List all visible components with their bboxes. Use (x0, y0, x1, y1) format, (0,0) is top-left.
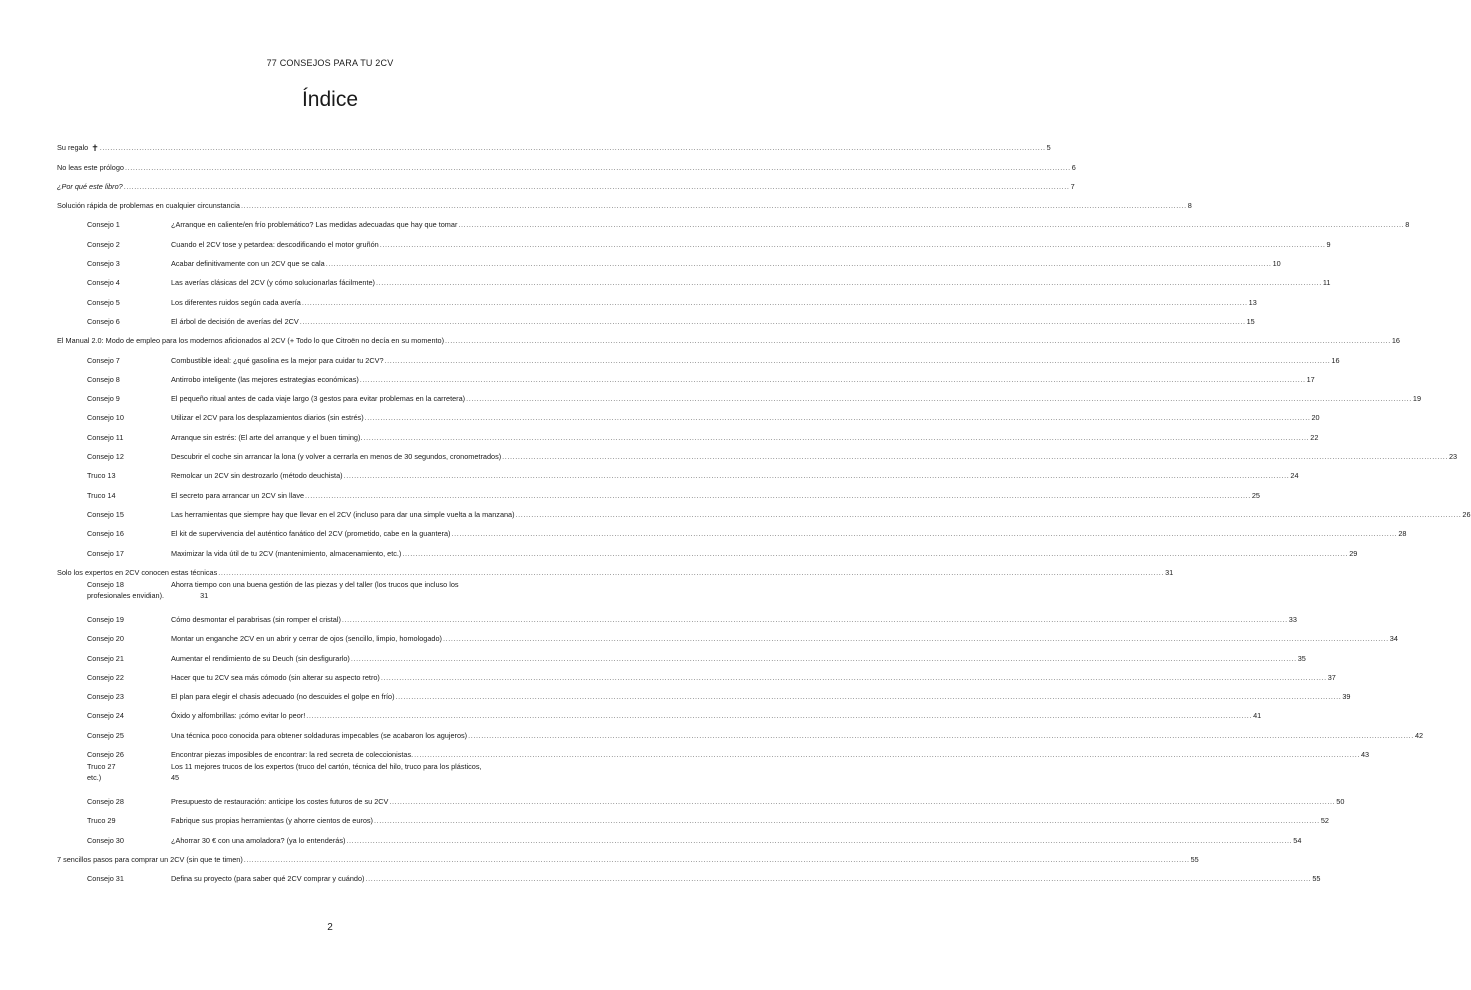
toc-entry-title: Defina su proyecto (para saber qué 2CV comprar y cuándo) (171, 874, 365, 884)
cross-icon: ✝ (91, 143, 99, 154)
toc-entry-title: El pequeño ritual antes de cada viaje largo (3 gestos para evitar problemas en la carretera) (171, 394, 466, 404)
toc-entry-page: 5 (1046, 143, 1051, 153)
dot-leader (365, 874, 1311, 883)
toc-entry-label: Consejo 16 (87, 529, 124, 539)
toc-entry-title: Los diferentes ruidos según cada avería (171, 297, 301, 307)
toc-entry-title: Arranque sin estrés: (El arte del arranque y el buen timing). (171, 432, 363, 442)
toc-entry-title: Encontrar piezas imposibles de encontrar: la red secreta de coleccionistas. (171, 750, 414, 759)
dot-leader (502, 452, 1448, 461)
dot-leader (389, 797, 1335, 806)
toc-entry-page: 6 (1071, 162, 1076, 172)
toc-entry-title: Combustible ideal: ¿qué gasolina es la mejor para cuidar tu 2CV? (171, 355, 384, 365)
toc-entry[interactable] (57, 133, 1051, 154)
dot-leader (244, 855, 1190, 864)
toc-entry-title: Antirrobo inteligente (las mejores estrategias económicas) (171, 374, 359, 384)
toc-entry-page: 42 (1414, 730, 1424, 740)
toc-entry[interactable] (57, 500, 1471, 519)
dot-leader (516, 510, 1462, 519)
toc-entry[interactable] (57, 461, 1299, 481)
dot-leader (342, 615, 1288, 624)
dot-leader (360, 375, 1306, 384)
dot-leader (402, 549, 1348, 558)
toc-entry[interactable] (57, 307, 1255, 326)
dot-leader (443, 634, 1389, 643)
toc-entry-page: 31 (1165, 567, 1174, 577)
toc-entry[interactable] (57, 845, 1199, 864)
dot-leader (344, 471, 1290, 480)
toc-entry-page: 23 (1449, 452, 1458, 462)
toc-entry-page: 41 (1253, 711, 1262, 721)
toc-entry-page: 15 (1246, 316, 1255, 326)
toc-entry-page: 8 (1187, 201, 1192, 211)
toc-entry[interactable] (57, 210, 1410, 230)
dot-leader (100, 143, 1046, 152)
toc-entry-label: Consejo 23 (87, 692, 124, 702)
toc-entry-title: Utilizar el 2CV para los desplazamientos diarios (sin estrés) (171, 413, 364, 423)
toc-entry[interactable] (57, 538, 1358, 558)
toc-entry[interactable] (57, 403, 1320, 423)
toc-entry[interactable] (57, 442, 1458, 462)
toc-entry-title: ¿Ahorrar 30 € con una amoladora? (ya lo entenderás) (171, 835, 346, 845)
toc-entry-page: 24 (1290, 471, 1299, 481)
dot-leader (302, 298, 1248, 307)
toc-entry-label-cont: etc.) (87, 773, 102, 782)
dot-leader (305, 491, 1251, 500)
dot-leader (376, 278, 1322, 287)
toc-entry-title: Solución rápida de problemas en cualquier circunstancia (57, 201, 240, 211)
dot-leader (380, 240, 1326, 249)
toc-entry-page: 55 (1312, 874, 1321, 884)
dot-leader (124, 182, 1070, 191)
toc-entry-label: Consejo 12 (87, 452, 124, 462)
toc-entry-page: 37 (1327, 672, 1336, 682)
page-title: Índice (301, 88, 359, 111)
toc-entry-label: Consejo 3 (87, 259, 120, 269)
toc-entry[interactable] (57, 663, 1336, 682)
toc-entry-label: Consejo 5 (87, 297, 120, 307)
dot-leader (300, 317, 1246, 326)
toc-entry-label: Consejo 7 (87, 355, 120, 365)
table-of-contents (57, 133, 1471, 884)
toc-entry[interactable] (57, 720, 1424, 740)
toc-entry-label: Consejo 28 (87, 797, 124, 807)
toc-entry[interactable] (57, 365, 1315, 384)
toc-entry-page: 50 (1336, 797, 1345, 807)
toc-entry-label: Consejo 21 (87, 653, 124, 663)
toc-entry-page: 52 (1320, 816, 1329, 826)
toc-entry-page: 7 (1070, 181, 1075, 191)
toc-entry[interactable] (57, 864, 1321, 884)
toc-entry-title: El Manual 2.0: Modo de empleo para los modernos aficionados al 2CV (+ Todo lo que Citroën no decía en su momento) (57, 336, 445, 346)
toc-entry-label: Truco 13 (87, 471, 116, 481)
toc-entry-title: Acabar definitivamente con un 2CV que se cala (171, 259, 325, 269)
toc-entry-label: Consejo 9 (87, 394, 120, 404)
toc-entry-label: Consejo 18 (87, 579, 124, 589)
toc-entry-label: Consejo 24 (87, 711, 124, 721)
toc-entry[interactable] (57, 172, 1075, 191)
toc-entry-title: El kit de supervivencia del auténtico fanático del 2CV (prometido, cabe en la guantera) (171, 529, 451, 539)
toc-entry[interactable] (57, 624, 1398, 644)
toc-entry-title: Ahorra tiempo con una buena gestión de las piezas y del taller (los trucos que incluso los (171, 579, 459, 589)
toc-entry-label: Consejo 10 (87, 413, 124, 423)
dot-leader (218, 568, 1164, 577)
toc-entry[interactable] (57, 326, 1400, 346)
toc-entry[interactable] (57, 759, 590, 787)
toc-entry-label: Consejo 15 (87, 509, 124, 519)
dot-leader (451, 529, 1397, 538)
toc-entry-title: Óxido y alfombrillas: ¡cómo evitar lo peor! (171, 711, 306, 721)
dot-leader (374, 816, 1320, 825)
toc-entry-label: Truco 27 (87, 762, 116, 771)
toc-entry-title: El secreto para arrancar un 2CV sin llave (171, 490, 305, 500)
toc-entry-title: Cuando el 2CV tose y petardea: descodificando el motor gruñón (171, 239, 379, 249)
toc-entry-title: Las herramientas que siempre hay que llevar en el 2CV (incluso para dar una simple vuelta a la manzana) (171, 509, 515, 519)
toc-entry-title: Hacer que tu 2CV sea más cómodo (sin alterar su aspecto retro) (171, 672, 380, 682)
toc-entry[interactable] (57, 605, 1297, 624)
toc-entry-label: Consejo 20 (87, 634, 124, 644)
toc-entry-label: Consejo 11 (87, 432, 124, 442)
toc-entry-title: Cómo desmontar el parabrisas (sin romper el cristal) (171, 614, 341, 624)
toc-entry-page: 55 (1190, 854, 1199, 864)
toc-entry-title: El plan para elegir el chasis adecuado (no descuides el golpe en frío) (171, 692, 395, 702)
toc-entry-page: 11 (1322, 278, 1331, 288)
toc-entry-title: ¿Por qué este libro? (57, 181, 123, 191)
toc-entry-page: 25 (1251, 490, 1260, 500)
toc-entry-title: ¿Arranque en caliente/en frío problemático? Las medidas adecuadas que hay que tomar (171, 220, 458, 230)
toc-entry-label: Consejo 17 (87, 548, 124, 558)
toc-entry-title: Montar un enganche 2CV en un abrir y cerrar de ojos (sencillo, limpio, homologado) (171, 634, 442, 644)
toc-entry[interactable] (57, 682, 1351, 702)
toc-entry[interactable] (57, 558, 1174, 577)
dot-leader (468, 731, 1414, 740)
toc-entry[interactable] (57, 268, 1331, 288)
toc-entry-page: 26 (1462, 509, 1471, 519)
toc-entry-title: Su regalo (57, 143, 89, 153)
toc-entry-label: Consejo 25 (87, 730, 124, 740)
toc-entry-page: 31 (200, 590, 209, 600)
page-number: 2 (327, 922, 333, 933)
toc-entry-page: 20 (1311, 413, 1320, 423)
dot-leader (414, 750, 1360, 759)
toc-entry-page: 16 (1331, 355, 1340, 365)
toc-entry-title: Descubrir el coche sin arrancar la lona (y volver a cerrarla en menos de 30 segundos, cronometrados) (171, 452, 502, 462)
toc-entry-label: Consejo 19 (87, 614, 124, 624)
toc-entry[interactable] (57, 287, 1257, 307)
toc-entry-label: Consejo 30 (87, 835, 124, 845)
toc-entry-page: 35 (1297, 653, 1306, 663)
toc-entry[interactable] (57, 806, 1329, 826)
toc-entry[interactable] (57, 152, 1076, 172)
toc-entry[interactable] (57, 643, 1306, 663)
toc-entry-label: Consejo 26 (87, 750, 124, 759)
toc-entry[interactable] (57, 249, 1281, 269)
toc-entry-label: Consejo 2 (87, 239, 120, 249)
toc-entry-title: Aumentar el rendimiento de su Deuch (sin desfigurarlo) (171, 653, 350, 663)
toc-entry-page: 9 (1326, 239, 1331, 249)
dot-leader (466, 394, 1412, 403)
dot-leader (396, 692, 1342, 701)
toc-entry-label: Truco 14 (87, 490, 116, 500)
toc-entry-page: 13 (1248, 297, 1257, 307)
toc-entry-page: 34 (1389, 634, 1398, 644)
toc-entry-label: Truco 29 (87, 816, 116, 826)
dot-leader (363, 433, 1309, 442)
toc-entry[interactable] (57, 825, 1302, 845)
toc-entry-title-cont: profesionales envidian). (87, 590, 165, 600)
dot-leader (306, 711, 1252, 720)
toc-entry-title: Los 11 mejores trucos de los expertos (truco del cartón, técnica del hilo, truco para los plásticos, (171, 762, 482, 771)
toc-entry-title: Las averías clásicas del 2CV (y cómo solucionarlas fácilmente) (171, 278, 375, 288)
toc-entry[interactable] (57, 422, 1319, 442)
toc-entry-page: 39 (1342, 692, 1351, 702)
toc-entry[interactable] (57, 345, 1340, 365)
toc-entry-label: Consejo 4 (87, 278, 120, 288)
toc-entry-page: 10 (1272, 259, 1281, 269)
toc-entry-title: 7 sencillos pasos para comprar un 2CV (sin que te timen) (57, 854, 243, 864)
toc-entry[interactable] (57, 519, 1407, 539)
toc-entry-page: 54 (1293, 835, 1302, 845)
toc-entry-title: Una técnica poco conocida para obtener soldaduras impecables (se acabaron los agujeros) (171, 730, 468, 740)
toc-entry[interactable] (57, 384, 1422, 404)
dot-leader (365, 413, 1311, 422)
toc-entry-title: No leas este prólogo (57, 162, 124, 172)
toc-entry[interactable] (57, 480, 1260, 500)
toc-entry-page: 16 (1391, 336, 1400, 346)
toc-entry-page: 22 (1310, 432, 1319, 442)
toc-entry[interactable] (57, 787, 1345, 807)
toc-entry-label: Consejo 1 (87, 220, 120, 230)
toc-entry-page: 17 (1306, 374, 1315, 384)
toc-entry-page: 43 (1360, 750, 1370, 759)
toc-entry-title: Remolcar un 2CV sin destrozarlo (método deuchista) (171, 471, 343, 481)
toc-entry-title: Maximizar la vida útil de tu 2CV (mantenimiento, almacenamiento, etc.) (171, 548, 402, 558)
toc-entry-label: Consejo 6 (87, 316, 120, 326)
dot-leader (241, 201, 1187, 210)
toc-entry-title: Presupuesto de restauración: anticipe los costes futuros de su 2CV (171, 797, 389, 807)
toc-entry-label: Consejo 22 (87, 672, 124, 682)
toc-entry-page: 45 (171, 773, 180, 782)
toc-entry-label: Consejo 31 (87, 874, 124, 884)
toc-entry[interactable] (57, 701, 1262, 721)
dot-leader (381, 673, 1327, 682)
toc-entry-page: 29 (1349, 548, 1358, 558)
dot-leader (458, 220, 1404, 229)
dot-leader (346, 836, 1292, 845)
dot-leader (326, 259, 1272, 268)
toc-entry-page: 8 (1405, 220, 1410, 230)
dot-leader (351, 654, 1297, 663)
toc-entry[interactable] (57, 740, 1370, 759)
toc-entry[interactable] (57, 229, 1331, 249)
toc-entry-title: Fabrique sus propias herramientas (y ahorre cientos de euros) (171, 816, 373, 826)
toc-entry[interactable] (57, 191, 1192, 211)
toc-entry-page: 28 (1398, 529, 1407, 539)
toc-entry-page: 19 (1412, 394, 1422, 404)
toc-entry[interactable] (57, 577, 590, 605)
running-head: 77 CONSEJOS PARA TU 2CV (266, 58, 394, 68)
toc-entry-page: 33 (1288, 614, 1297, 624)
dot-leader (445, 336, 1391, 345)
dot-leader (125, 163, 1071, 172)
toc-entry-title: El árbol de decisión de averías del 2CV (171, 316, 299, 326)
dot-leader (385, 356, 1331, 365)
toc-entry-label: Consejo 8 (87, 374, 120, 384)
toc-entry-title: Solo los expertos en 2CV conocen estas técnicas (57, 567, 218, 577)
